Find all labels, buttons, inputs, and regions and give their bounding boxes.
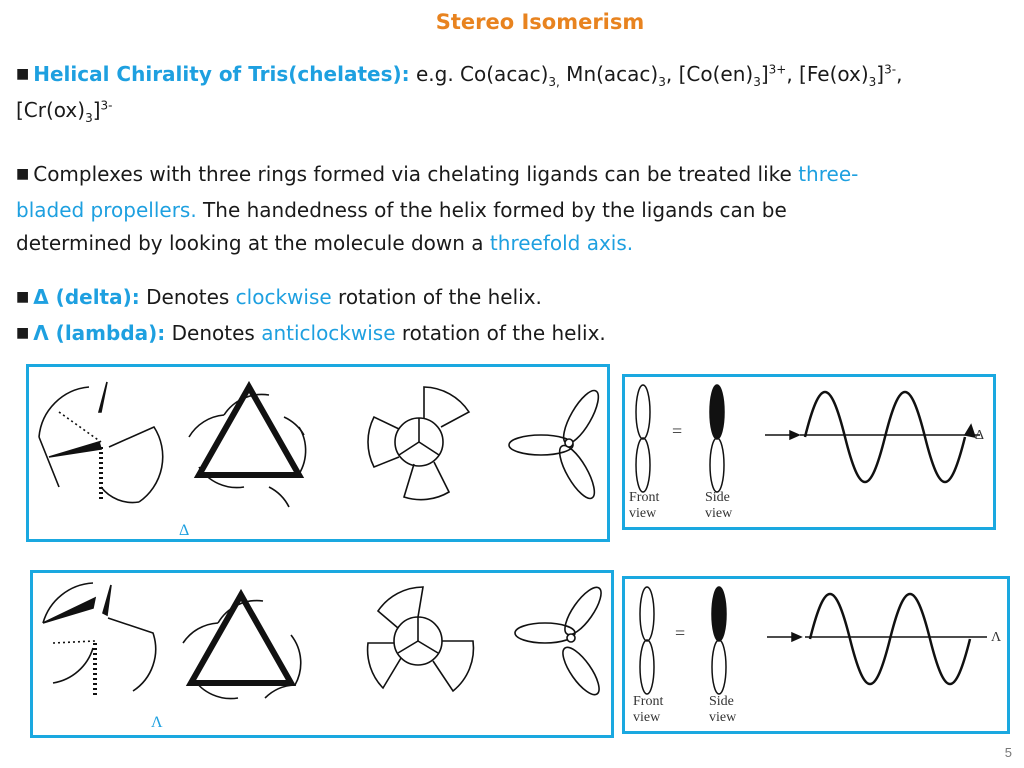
side-label: Side (705, 490, 730, 505)
text: Denotes (165, 321, 262, 345)
text: [Cr(ox) (16, 98, 86, 122)
text: rotation of the helix. (331, 285, 542, 309)
superscript: 3+ (768, 62, 787, 77)
text: , [Fe(ox) (786, 62, 869, 86)
subscript: 3 (868, 75, 877, 89)
slide-title: Stereo Isomerism (435, 10, 645, 34)
delta-label: Δ (delta): (33, 285, 140, 309)
superscript: 3- (884, 62, 897, 77)
highlight-anticlockwise: anticlockwise (261, 321, 396, 345)
equals-sign: = (672, 421, 683, 441)
highlight-propellers: bladed propellers. (16, 198, 197, 222)
text: ] (760, 62, 769, 86)
side-label: Side (709, 694, 734, 709)
text: ] (876, 62, 885, 86)
helical-heading: Helical Chirality of Tris(chelates): (33, 62, 410, 86)
delta-propeller-panel (26, 364, 610, 542)
text: determined by looking at the molecule down a (16, 231, 490, 255)
text: , (896, 62, 903, 86)
text: Denotes (139, 285, 236, 309)
page-number: 5 (1004, 745, 1012, 760)
text: , [Co(en) (665, 62, 754, 86)
subscript: 3, (548, 75, 560, 89)
view-label: view (629, 506, 657, 521)
highlight-clockwise: clockwise (235, 285, 332, 309)
para-delta-lambda (16, 281, 1006, 353)
lambda-helix-symbol: Λ (991, 630, 1002, 645)
text: Mn(acac) (559, 62, 659, 86)
bullet-icon: ■ (16, 66, 30, 82)
para-helical-chirality (16, 58, 1006, 127)
subscript: 3 (85, 111, 93, 125)
text: ] (92, 98, 101, 122)
superscript: 3- (100, 98, 113, 113)
text: Complexes with three rings formed via chelating ligands can be treated like (33, 162, 799, 186)
highlight-threefold: threefold axis. (489, 231, 634, 255)
lambda-propeller-figure (33, 573, 611, 735)
bullet-icon: ■ (16, 325, 30, 341)
para-propellers (16, 158, 1006, 260)
bullet-icon: ■ (16, 289, 30, 305)
text: rotation of the helix. (395, 321, 606, 345)
equals-sign: = (675, 623, 686, 643)
delta-helix-figure (625, 377, 993, 527)
text: The handedness of the helix formed by the ligands can be (196, 198, 787, 222)
text: e.g. Co(acac) (409, 62, 549, 86)
view-label: view (709, 710, 737, 725)
delta-symbol: Δ (179, 522, 190, 539)
bullet-icon: ■ (16, 166, 30, 182)
lambda-propeller-panel (30, 570, 614, 738)
front-label: Front (629, 490, 660, 505)
lambda-helix-figure (625, 579, 1007, 731)
lambda-helix-panel (622, 576, 1010, 734)
delta-helix-panel (622, 374, 996, 530)
front-label: Front (633, 694, 664, 709)
lambda-label: Λ (lambda): (33, 321, 166, 345)
subscript: 3 (658, 75, 666, 89)
delta-propeller-figure (29, 367, 607, 539)
subscript: 3 (753, 75, 761, 89)
view-label: view (705, 506, 733, 521)
delta-helix-symbol: Δ (975, 428, 985, 443)
view-label: view (633, 710, 661, 725)
lambda-symbol: Λ (151, 714, 163, 731)
highlight-three: three- (798, 162, 859, 186)
